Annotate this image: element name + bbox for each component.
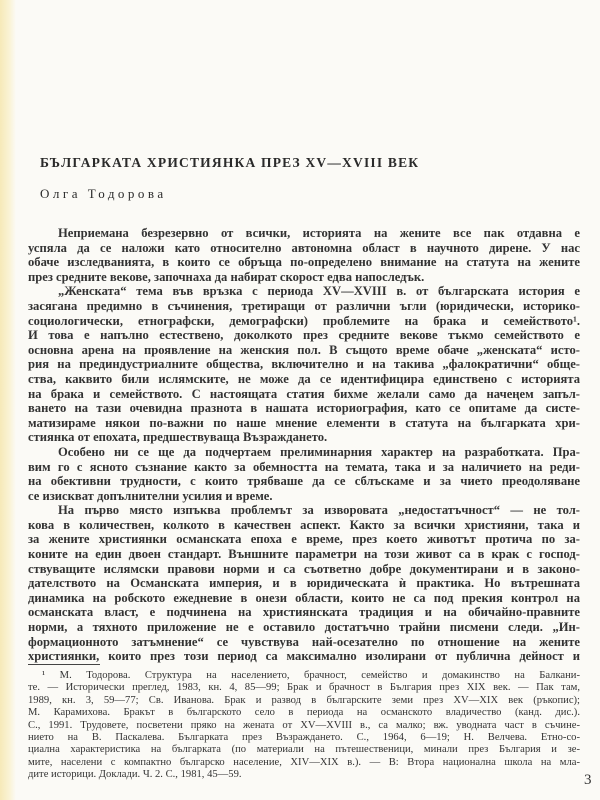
- text-line: норми, а тяхното приложение не е оставило достатъчно трайни писмени следи. „Ин-: [28, 620, 580, 635]
- article-title: БЪЛГАРКАТА ХРИСТИЯНКА ПРЕЗ XV—XVIII ВЕК: [40, 155, 420, 170]
- text-line: ствуващите ислямски правови норми и са съответно добре документирани и в законо-: [28, 561, 580, 576]
- paragraph-2: [28, 284, 580, 445]
- text-line: успяла да се наложи като относително автономна област в научното дирене. У нас: [28, 240, 580, 255]
- text-line: И това е напълно естествено, доколкото през средните векове тъкмо семейството е: [28, 328, 580, 343]
- footnote-line: 1989, кн. 3, 59—77; Св. Иванова. Брак и развод в българските земи през XV—XIX век (ръкопис);: [28, 694, 580, 706]
- text-line: през средните векове, започнаха да набират скорост едва напоследък.: [28, 269, 425, 284]
- page-edge-shadow: [0, 0, 16, 800]
- text-line: рия на прединдустриалните общества, включително и на такива „фалократични“ обще-: [28, 357, 580, 372]
- paragraph-4: [28, 503, 580, 664]
- text-line: „Женската“ тема във връзка с периода XV—XVIII в. от българската история е: [58, 284, 580, 299]
- paragraph-1: [28, 226, 580, 284]
- text-line: обаче изследванията, в които се обръща по-определено внимание на статута на жените: [28, 255, 580, 270]
- text-line: на брака и семейството. С настоящата статия бихме желали само да начеңем запъл-: [28, 386, 580, 401]
- text-line: На първо място изпъква проблемът за изворовата „недостатъчност“ — не тол-: [58, 503, 580, 518]
- footnote-line: мите, населени с компактно българско население, XIV—XIX в.). — В: Втора национална школа на мла-: [28, 756, 580, 768]
- text-line: кова в количествен, колкото в качествен аспект. Както за всички християни, така и: [28, 517, 580, 532]
- text-line: ства, каквито били ислямските, не може да се идентифицира единствено с историята: [28, 371, 580, 386]
- footnote-divider: [28, 664, 100, 665]
- footnote-line: те. — Исторически преглед, 1983, кн. 4, 85—99; Брак и брачност в България през XIX век. — Пак там,: [28, 682, 580, 694]
- text-line: коните на един двоен стандарт. Външните параметри на този живот са в крак с господ-: [28, 547, 580, 562]
- footnote-line: нието на В. Паскалева. Българката през Възраждането. С., 1964, 6—19; Н. Велчева. Етно-со-: [28, 732, 580, 744]
- page-number: 3: [584, 772, 592, 788]
- text-line: матизираме някои по-важни по наше мнение елементи в статута на българката хри-: [28, 415, 580, 430]
- text-line: се изискват допълнителни усилия и време.: [28, 488, 273, 503]
- text-line: формационното затъмнение“ се чувствува най-осезателно по отношение на жените: [28, 634, 580, 649]
- text-line: на обективни трудности, с които трябваше да се сблъскаме и за чието преодоляване: [28, 474, 580, 489]
- text-line: основна арена на проявление на женския пол. В същото време обаче „женската“ исто-: [28, 342, 580, 357]
- footnote-line: М. Карамихова. Бракът в българското село в периода на османското владичество (канд. дис.).: [28, 707, 580, 719]
- text-line: дателството на Османската империя, и в юридическата ѝ практика. Но вътрешната: [28, 576, 580, 591]
- article-author: Олга Тодорова: [40, 186, 167, 201]
- text-line: стиянка от епохата, предшествуваща Възраждането.: [28, 430, 328, 445]
- text-line: социологически, етнографски, демографски) проблемите на брака и семейството¹.: [28, 313, 580, 328]
- footnote-line: циална характеристика на българката (по материали на пътешественици, минали през България и зе-: [28, 744, 580, 756]
- footnote-line: дите историци. Доклади. Ч. 2. С., 1981, 45—59.: [28, 769, 242, 781]
- text-line: османската власт, е подчинена на християнската традиция и на обичайно-правните: [28, 605, 580, 620]
- text-line: Особено ни се ще да подчертаем прелиминарния характер на разработката. Пра-: [58, 444, 580, 459]
- text-line: за жените християнки османската епоха е време, през което животът протича по за-: [28, 532, 580, 547]
- text-line: християнки, които през този период са максимално изолирани от публична дейност и: [28, 649, 580, 664]
- text-line: вим го с ясното съзнание както за обемността на темата, така и за наличието на реди-: [28, 459, 580, 474]
- text-line: ването на тази очевидна празнота в нашата историография, като се опитаме да систе-: [28, 401, 580, 416]
- article-body: [28, 226, 580, 664]
- text-line: Неприемана безрезервно от всички, историята на жените все пак отдавна е: [58, 226, 580, 240]
- footnote-line: С., 1991. Трудовете, посветени пряко на жената от XV—XVIII в., са малко; вж. уводната част в съчине-: [28, 719, 580, 731]
- footnote-line: ¹ М. Тодорова. Структура на населението, брачност, семейство и домакинство на Балкани-: [42, 670, 580, 681]
- paragraph-3: [28, 445, 580, 503]
- footnotes: [28, 670, 580, 782]
- text-line: динамика на робското ежедневие в онези области, които не са под прекия контрол на: [28, 590, 580, 605]
- text-line: засягана предимно в съчинения, третиращи от различни ъгли (юридически, историко-: [28, 298, 580, 313]
